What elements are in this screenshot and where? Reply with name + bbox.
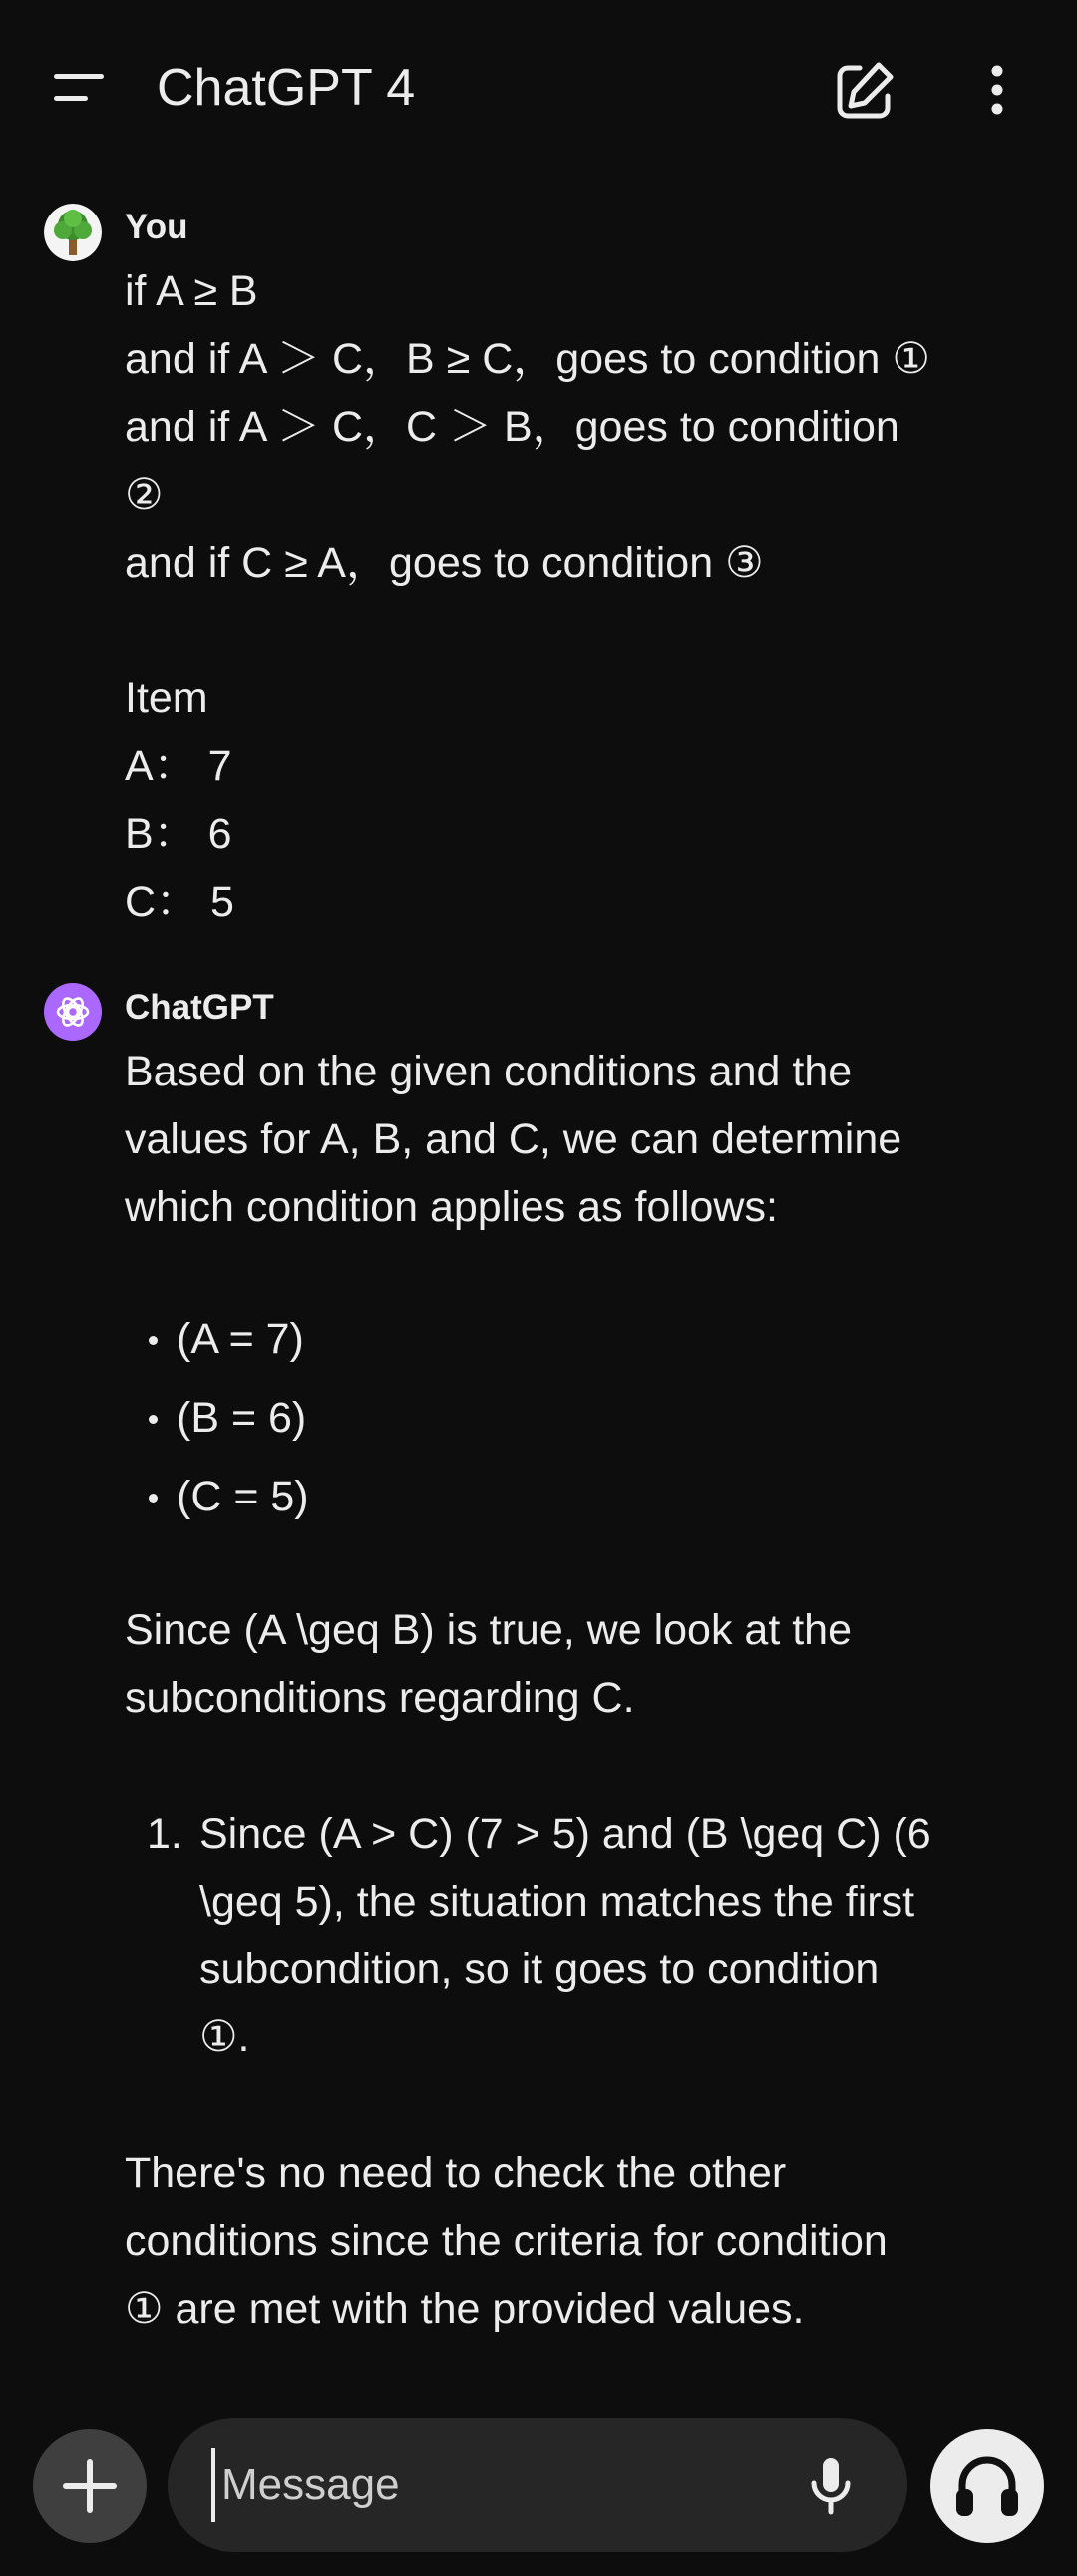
message-line: if A ≥ B <box>125 267 258 315</box>
message-line: Based on the given conditions and the <box>125 1048 853 1095</box>
value-bullet-list <box>125 1300 1022 1536</box>
message-line: A： 7 <box>125 742 232 790</box>
message-line: and if A ＞ C，B ≥ C，goes to condition ① <box>125 335 930 383</box>
message-line: ①. <box>199 2013 250 2061</box>
dictation-button[interactable] <box>796 2450 866 2520</box>
message-line: There's no need to check the other <box>125 2149 787 2197</box>
message-composer <box>0 2394 1077 2576</box>
app-header <box>0 0 1077 180</box>
tree-avatar-icon <box>44 204 102 261</box>
message-line: values for A, B, and C, we can determine <box>125 1115 902 1163</box>
message-input[interactable] <box>211 2448 780 2522</box>
hamburger-menu-icon-bar <box>54 96 88 101</box>
assistant-sender-name: ChatGPT <box>125 988 274 1027</box>
plus-icon <box>33 2429 147 2543</box>
model-title[interactable]: ChatGPT 4 <box>157 59 416 117</box>
assistant-message-text <box>125 1038 1022 2343</box>
message-line: \geq 5), the situation matches the first <box>199 1878 915 1926</box>
message-line: C： 5 <box>125 878 234 926</box>
message-line: Since (A \geq B) is true, we look at the <box>125 1606 852 1654</box>
user-message-text <box>125 257 1022 936</box>
message-line: which condition applies as follows: <box>125 1183 778 1231</box>
message-line: subcondition, so it goes to condition <box>199 1945 880 1993</box>
headphones-icon <box>930 2429 1044 2543</box>
more-vertical-icon <box>967 56 1027 126</box>
numbered-list-item <box>125 1800 1022 2071</box>
attach-button[interactable] <box>33 2429 147 2543</box>
microphone-icon <box>796 2450 866 2520</box>
message-line: Since (A > C) (7 > 5) and (B \geq C) (6 <box>199 1810 931 1858</box>
message-line: Item <box>125 674 208 722</box>
list-number: 1. <box>147 1810 182 1858</box>
message-line: and if A ＞ C，C ＞ B，goes to condition <box>125 403 899 451</box>
sidebar-menu-button[interactable] <box>40 58 120 118</box>
message-line: and if C ≥ A，goes to condition ③ <box>125 539 764 587</box>
message-line: conditions since the criteria for condition <box>125 2217 888 2265</box>
new-chat-button[interactable] <box>830 56 899 126</box>
message-field-container[interactable] <box>168 2418 907 2552</box>
message-line: ① are met with the provided values. <box>125 2285 805 2333</box>
message-line <box>125 597 1022 664</box>
user-avatar[interactable] <box>44 204 102 261</box>
hamburger-menu-icon <box>54 74 104 79</box>
list-item: (B = 6) <box>125 1379 1022 1458</box>
list-item: (A = 7) <box>125 1300 1022 1379</box>
message-line: B： 6 <box>125 810 232 858</box>
message-line: ② <box>125 471 164 519</box>
edit-square-icon <box>830 56 899 126</box>
assistant-avatar <box>44 983 102 1041</box>
user-sender-name: You <box>125 208 188 246</box>
openai-logo-icon <box>44 983 102 1041</box>
more-options-button[interactable] <box>967 56 1027 126</box>
message-line: subconditions regarding C. <box>125 1674 635 1722</box>
list-item: (C = 5) <box>125 1458 1022 1536</box>
voice-mode-button[interactable] <box>930 2429 1044 2543</box>
